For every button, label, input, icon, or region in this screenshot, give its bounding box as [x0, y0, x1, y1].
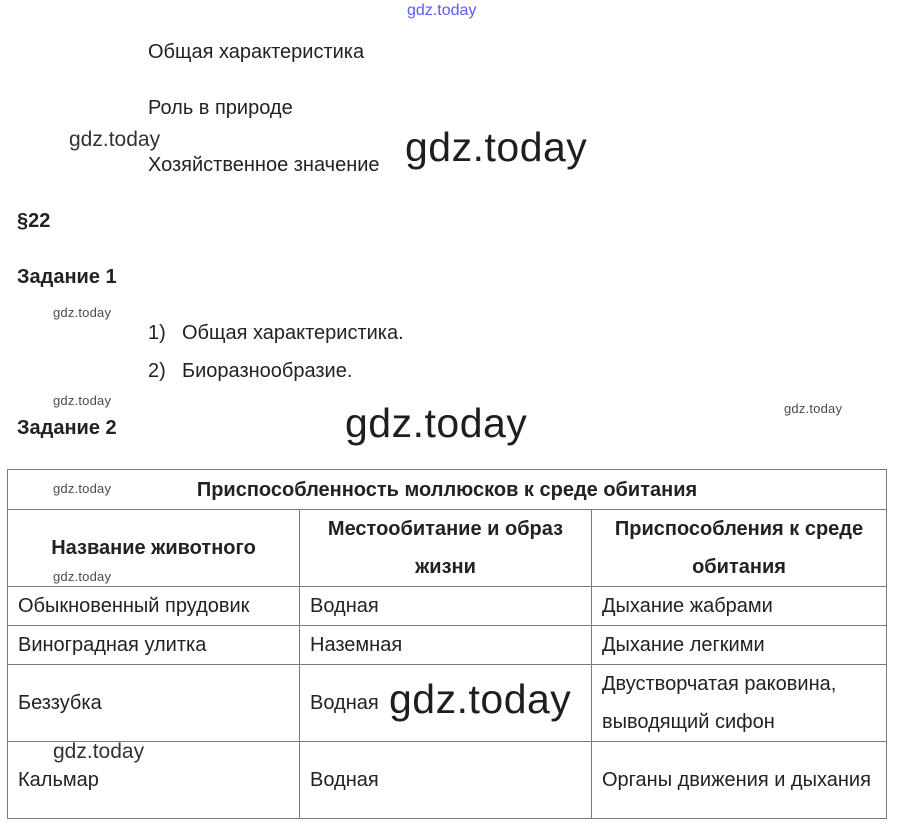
table-row — [8, 742, 887, 819]
adaptation-table — [7, 469, 887, 819]
cell-habitat: Водная — [300, 742, 592, 819]
cell-animal: Виноградная улитка — [8, 626, 300, 665]
table-row — [8, 665, 887, 742]
cell-animal: Кальмар — [8, 742, 300, 819]
watermark-text: gdz.today — [389, 676, 572, 722]
cell-adaptation: Дыхание жабрами — [592, 587, 887, 626]
task1-title: Задание 1 — [17, 266, 117, 288]
watermark-text: gdz.today — [345, 400, 528, 446]
table-caption: Приспособленность моллюсков к среде обитания — [8, 470, 887, 510]
watermark-text: gdz.today — [53, 740, 145, 763]
cell-animal: Обыкновенный прудовик — [8, 587, 300, 626]
list-item-economic: Хозяйственное значение — [148, 154, 380, 176]
header-adaptations: Приспособления к среде обитания — [592, 510, 887, 587]
cell-habitat: Водная — [300, 587, 592, 626]
watermark-text: gdz.today — [407, 2, 477, 19]
list-item-general: Общая характеристика — [148, 41, 365, 63]
cell-animal: Беззубка — [8, 665, 300, 742]
cell-habitat: Наземная — [300, 626, 592, 665]
cell-adaptation: Органы движения и дыхания — [592, 742, 887, 819]
task1-item-1 — [148, 321, 404, 345]
watermark-text: gdz.today — [405, 124, 588, 170]
cell-adaptation: Двустворчатая раковина, выводящий сифон — [592, 665, 887, 742]
task2-title: Задание 2 — [17, 417, 117, 439]
task1-item-2-text: Биоразнообразие. — [182, 360, 353, 382]
watermark-text: gdz.today — [53, 481, 112, 496]
cell-adaptation: Дыхание легкими — [592, 626, 887, 665]
cell-habitat: Водная — [300, 665, 592, 742]
task1-item-2 — [148, 359, 352, 383]
task1-item-1-number: 1) — [148, 322, 166, 344]
header-animal-name: Название животного — [8, 510, 300, 587]
watermark-text: gdz.today — [53, 569, 112, 584]
header-habitat: Местообитание и образ жизни — [300, 510, 592, 587]
watermark-text: gdz.today — [53, 393, 112, 408]
list-item-role: Роль в природе — [148, 97, 293, 119]
section-number: §22 — [17, 210, 51, 232]
table-row — [8, 587, 887, 626]
watermark-text: gdz.today — [53, 305, 112, 320]
watermark-text: gdz.today — [784, 401, 843, 416]
task1-item-1-text: Общая характеристика. — [182, 322, 404, 344]
task1-item-2-number: 2) — [148, 360, 166, 382]
table-row — [8, 626, 887, 665]
watermark-text: gdz.today — [69, 128, 161, 151]
